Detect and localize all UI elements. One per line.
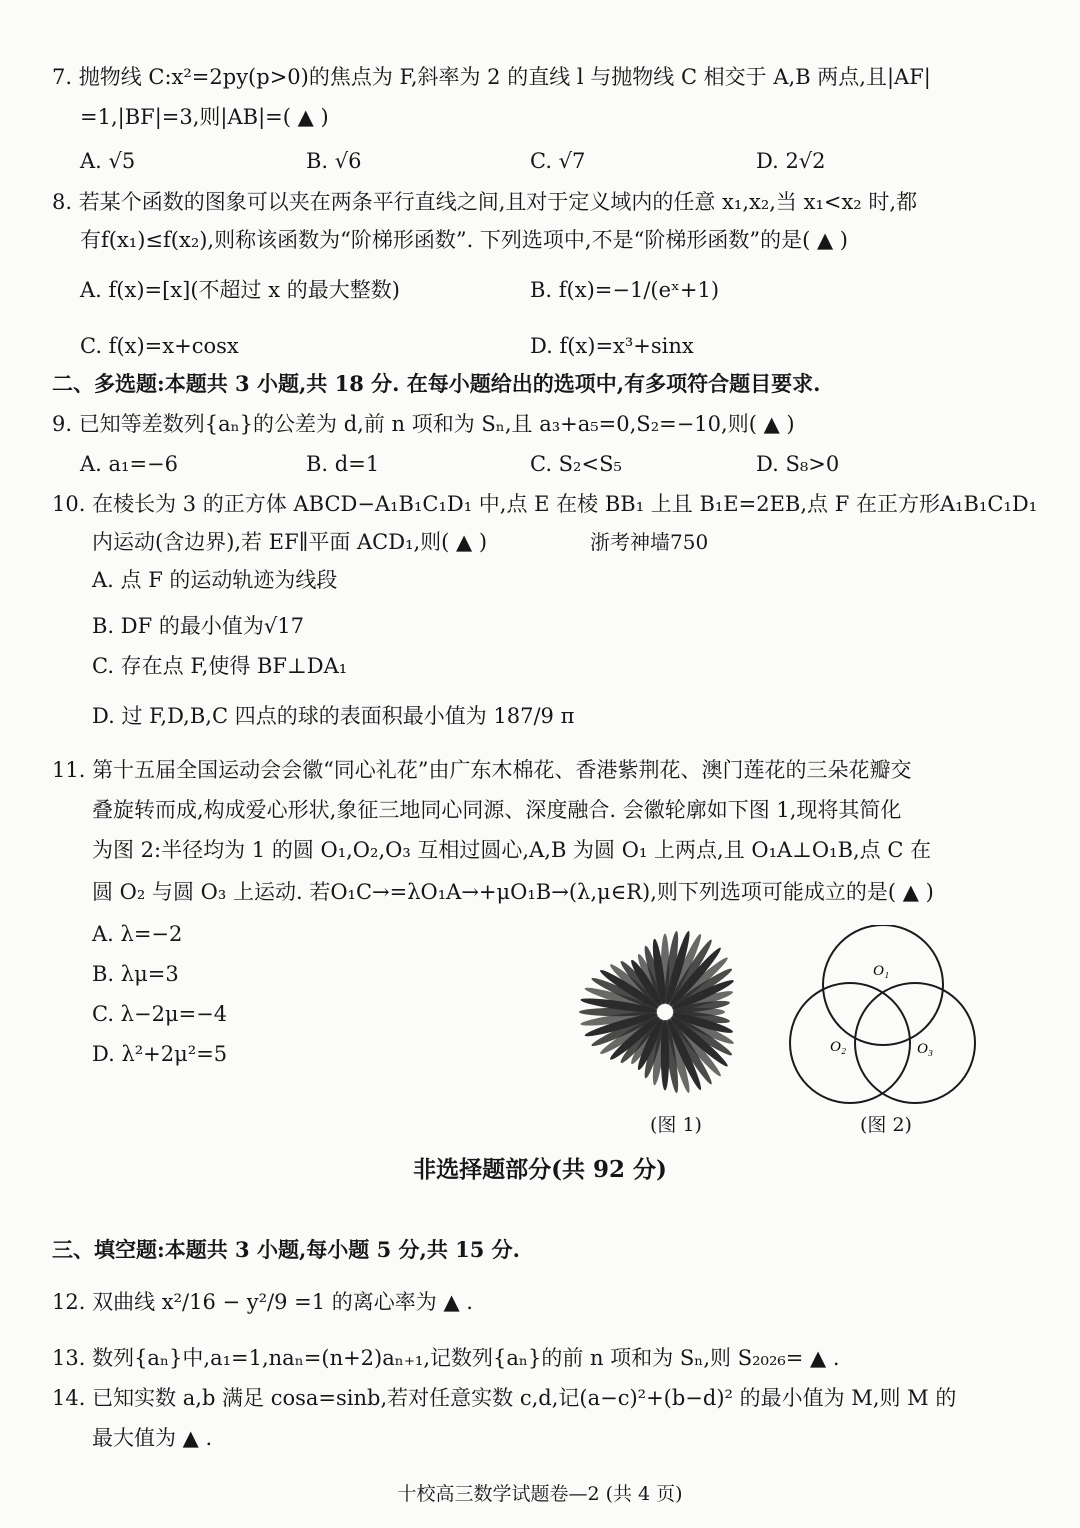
q13: 13. 数列{aₙ}中,a₁=1,naₙ=(n+2)aₙ₊₁,记数列{aₙ}的前 n 项和为 Sₙ,则 S₂₀₂₆= ▲ .	[52, 1346, 840, 1370]
q8-option-d: D. f(x)=x³+sinx	[530, 334, 694, 358]
q7-option-b: B. √6	[306, 149, 362, 173]
q8-line2: 有f(x₁)≤f(x₂),则称该函数为“阶梯形函数”. 下列选项中,不是“阶梯形函数”的是( ▲ )	[80, 228, 848, 252]
q9-option-c: C. S₂<S₅	[530, 452, 622, 476]
figure-2-caption: (图 2)	[860, 1114, 912, 1136]
three-circles-figure-2	[785, 925, 985, 1110]
q10-line2: 内运动(含边界),若 EF∥平面 ACD₁,则( ▲ )	[92, 530, 488, 554]
q11-option-d: D. λ²+2μ²=5	[92, 1042, 228, 1066]
q10-option-b: B. DF 的最小值为√17	[92, 614, 304, 638]
q8-option-b: B. f(x)=−1/(eˣ+1)	[530, 278, 720, 302]
q7-option-c: C. √7	[530, 149, 586, 173]
q11-line4: 圆 O₂ 与圆 O₃ 上运动. 若O₁C→=λO₁A→+μO₁B→(λ,μ∈R),则下列选项可能成立的是( ▲ )	[92, 880, 934, 904]
q10-option-d: D. 过 F,D,B,C 四点的球的表面积最小值为 187/9 π	[92, 704, 575, 728]
emblem-figure-1	[570, 920, 760, 1100]
q11-option-a: A. λ=−2	[92, 922, 183, 946]
q9-option-a: A. a₁=−6	[80, 452, 179, 476]
q8-option-c: C. f(x)=x+cosx	[80, 334, 239, 358]
q14-line2: 最大值为 ▲ .	[92, 1426, 213, 1450]
label-o1: O₁	[873, 963, 890, 979]
q9-option-b: B. d=1	[306, 452, 380, 476]
q7-option-d: D. 2√2	[756, 149, 826, 173]
label-o2: O₂	[830, 1039, 847, 1055]
q7-line1: 7. 抛物线 C:x²=2py(p>0)的焦点为 F,斜率为 2 的直线 l 与抛物线 C 相交于 A,B 两点,且|AF|	[52, 65, 931, 89]
q10-option-a: A. 点 F 的运动轨迹为线段	[92, 568, 338, 592]
q8-line1: 8. 若某个函数的图象可以夹在两条平行直线之间,且对于定义域内的任意 x₁,x₂,当 x₁<x₂ 时,都	[52, 190, 918, 214]
q11-line1: 11. 第十五届全国运动会会徽“同心礼花”由广东木棉花、香港紫荆花、澳门莲花的三朵花瓣交	[52, 758, 912, 782]
circle-o1	[823, 925, 943, 1045]
q7-line2: =1,|BF|=3,则|AB|=( ▲ )	[80, 105, 329, 129]
q10-line1: 10. 在棱长为 3 的正方体 ABCD−A₁B₁C₁D₁ 中,点 E 在棱 BB₁ 上且 B₁E=2EB,点 F 在正方形A₁B₁C₁D₁	[52, 492, 1038, 516]
section3-heading: 三、填空题:本题共 3 小题,每小题 5 分,共 15 分.	[52, 1237, 520, 1262]
q12: 12. 双曲线 x²/16 − y²/9 =1 的离心率为 ▲ .	[52, 1290, 473, 1314]
q14-line1: 14. 已知实数 a,b 满足 cosa=sinb,若对任意实数 c,d,记(a−c)²+(b−d)² 的最小值为 M,则 M 的	[52, 1386, 957, 1410]
q10-option-c: C. 存在点 F,使得 BF⊥DA₁	[92, 654, 348, 678]
watermark-text: 浙考神墙750	[590, 530, 709, 554]
label-o3: O₃	[917, 1041, 934, 1057]
q9-line1: 9. 已知等差数列{aₙ}的公差为 d,前 n 项和为 Sₙ,且 a₃+a₅=0,S₂=−10,则( ▲ )	[52, 412, 795, 436]
q11-option-b: B. λμ=3	[92, 962, 179, 986]
figure-1-caption: (图 1)	[650, 1114, 702, 1136]
q9-option-d: D. S₈>0	[756, 452, 840, 476]
q8-option-a: A. f(x)=[x](不超过 x 的最大整数)	[80, 278, 400, 302]
circle-o2	[790, 983, 910, 1103]
q11-line2: 叠旋转而成,构成爱心形状,象征三地同心同源、深度融合. 会徽轮廓如下图 1,现将其简化	[92, 798, 902, 822]
q11-option-c: C. λ−2μ=−4	[92, 1002, 228, 1026]
q11-line3: 为图 2:半径均为 1 的圆 O₁,O₂,O₃ 互相过圆心,A,B 为圆 O₁ 上两点,且 O₁A⊥O₁B,点 C 在	[92, 838, 932, 862]
page-footer: 十校高三数学试题卷—2 (共 4 页)	[397, 1483, 683, 1505]
q7-option-a: A. √5	[80, 149, 136, 173]
circle-o3	[855, 983, 975, 1103]
part2-heading: 非选择题部分(共 92 分)	[413, 1156, 667, 1183]
section2-heading: 二、多选题:本题共 3 小题,共 18 分. 在每小题给出的选项中,有多项符合题目要求.	[52, 371, 821, 396]
